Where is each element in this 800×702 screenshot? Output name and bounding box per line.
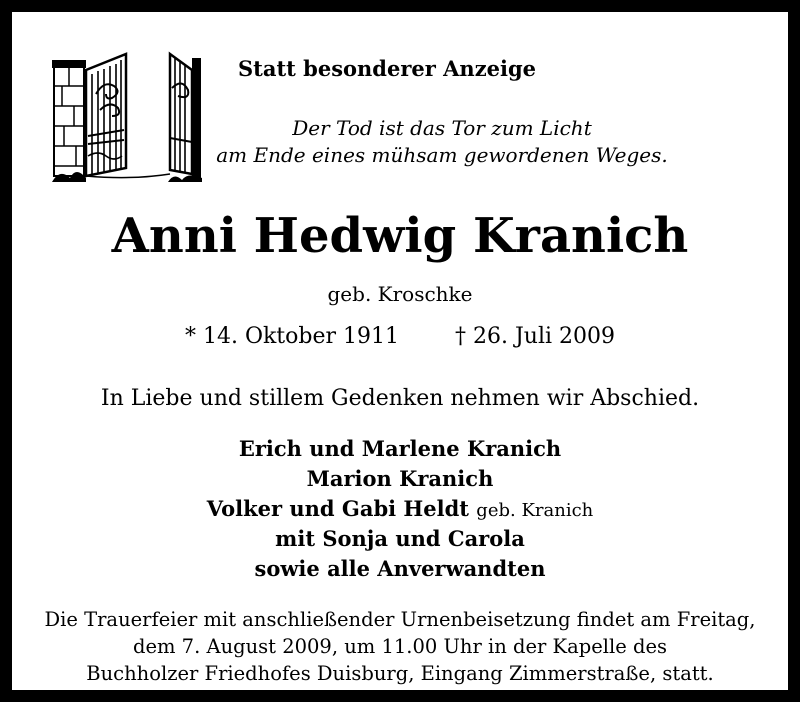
- mourner-line: sowie alle Anverwandten: [254, 556, 546, 581]
- announcement-heading: Statt besonderer Anzeige: [237, 56, 537, 81]
- quote-line-2: am Ende eines mühsam gewordenen Weges.: [216, 143, 668, 167]
- birth-date: * 14. Oktober 1911: [184, 324, 399, 349]
- birth-name: geb. Kroschke: [327, 282, 473, 306]
- mourner-birth-name: geb. Kranich: [476, 500, 594, 521]
- death-date: † 26. Juli 2009: [455, 324, 616, 349]
- mourner-line: Marion Kranich: [306, 466, 494, 491]
- funeral-notice-line: Buchholzer Friedhofes Duisburg, Eingang Zimmerstraße, statt.: [86, 662, 714, 685]
- mourner-line: [12, 496, 788, 521]
- quote-line-1: Der Tod ist das Tor zum Licht: [292, 116, 592, 140]
- funeral-notice-line: Die Trauerfeier mit anschließender Urnenbeisetzung findet am Freitag,: [44, 608, 756, 631]
- life-dates: [12, 324, 788, 349]
- farewell-text: In Liebe und stillem Gedenken nehmen wir Abschied.: [100, 386, 700, 411]
- mourner-line: Erich und Marlene Kranich: [238, 436, 562, 461]
- funeral-notice-line: dem 7. August 2009, um 11.00 Uhr in der Kapelle des: [132, 635, 668, 658]
- deceased-name: Anni Hedwig Kranich: [111, 208, 689, 264]
- mourner-name: Volker und Gabi Heldt: [206, 496, 469, 521]
- mourner-line: mit Sonja und Carola: [275, 526, 525, 551]
